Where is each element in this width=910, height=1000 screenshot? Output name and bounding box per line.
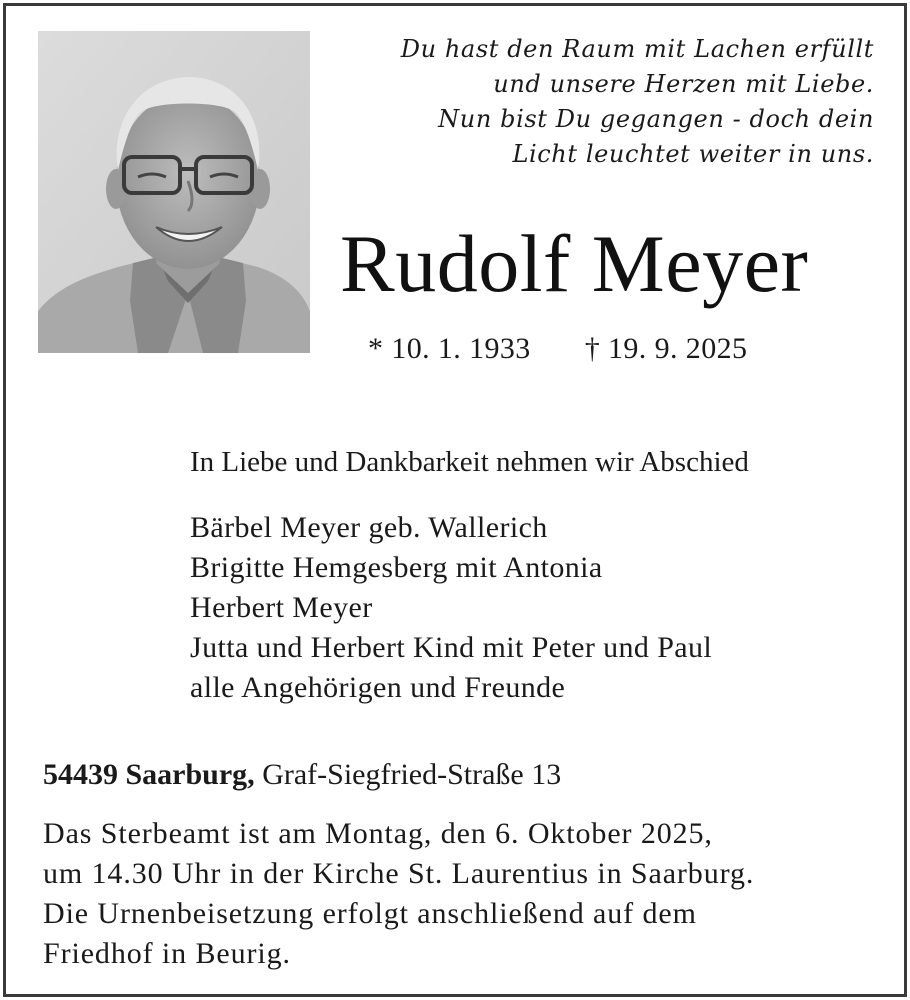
verse-line: und unsere Herzen mit Liebe. <box>493 70 874 98</box>
address-city: 54439 Saarburg, <box>43 758 255 791</box>
portrait-photo <box>38 31 310 353</box>
mourners-list <box>190 508 712 708</box>
verse-line: Nun bist Du gegangen - doch dein <box>438 105 874 133</box>
memorial-verse <box>354 32 874 172</box>
service-line: Friedhof in Beurig. <box>43 937 291 970</box>
verse-line: Licht leuchtet weiter in uns. <box>512 140 874 168</box>
deceased-name: Rudolf Meyer <box>340 218 809 309</box>
mourner-name: alle Angehörigen und Freunde <box>190 671 566 704</box>
birth-date: * 10. 1. 1933 <box>368 332 531 365</box>
mourner-name: Bärbel Meyer geb. Wallerich <box>190 511 548 544</box>
service-line: Das Sterbeamt ist am Montag, den 6. Oktober 2025, <box>43 817 713 850</box>
farewell-line: In Liebe und Dankbarkeit nehmen wir Abschied <box>190 446 749 478</box>
service-line: Die Urnenbeisetzung erfolgt anschließend auf dem <box>43 897 697 930</box>
mourner-name: Jutta und Herbert Kind mit Peter und Paul <box>190 631 713 664</box>
verse-line: Du hast den Raum mit Lachen erfüllt <box>400 35 874 63</box>
mourner-name: Brigitte Hemgesberg mit Antonia <box>190 551 603 584</box>
family-address <box>43 756 561 794</box>
death-date: † 19. 9. 2025 <box>584 332 748 365</box>
mourner-name: Herbert Meyer <box>190 591 373 624</box>
service-details <box>43 814 754 974</box>
life-dates <box>368 331 747 367</box>
address-street: Graf-Siegfried-Straße 13 <box>262 758 562 791</box>
service-line: um 14.30 Uhr in der Kirche St. Laurentius in Saarburg. <box>43 857 755 890</box>
